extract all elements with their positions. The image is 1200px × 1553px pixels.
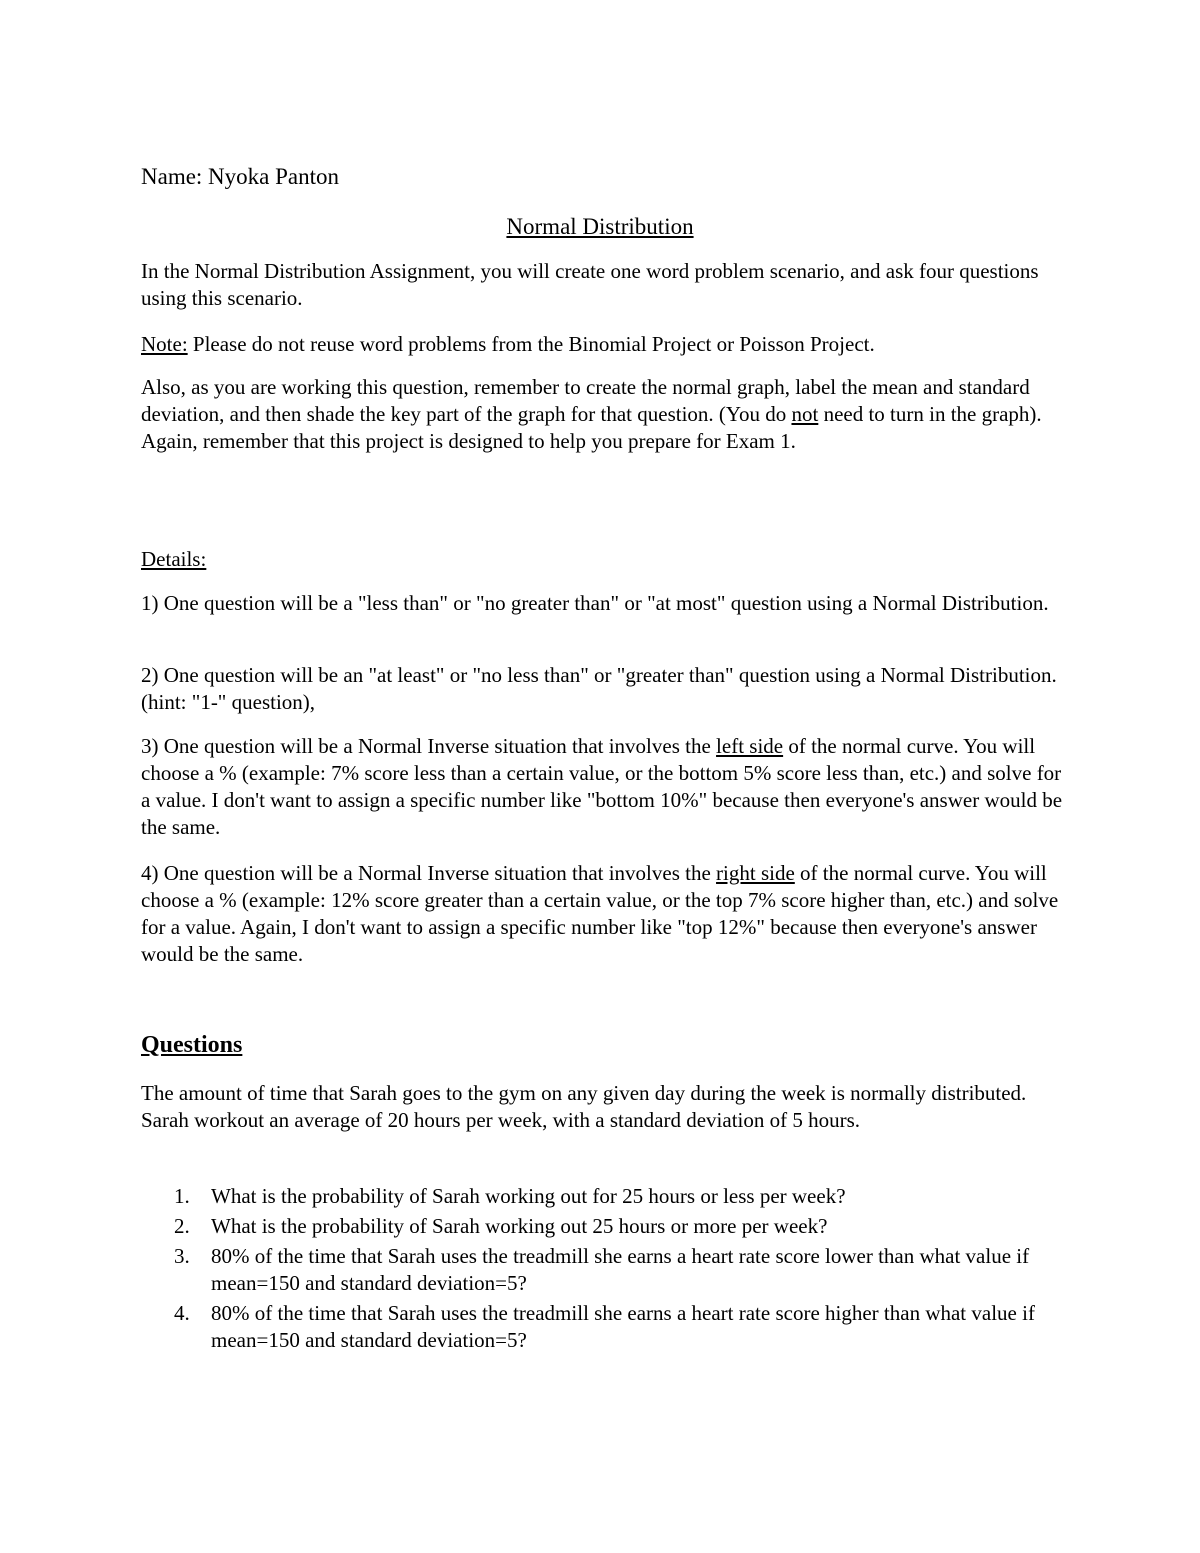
question-item — [141, 1183, 1066, 1210]
details-item-4 — [141, 860, 1066, 968]
scenario-paragraph: The amount of time that Sarah goes to the gym on any given day during the week is normally distributed. Sarah workout an average of 20 hours per week, with a standard deviation of 5 hours. — [141, 1081, 1027, 1132]
questions-heading: Questions — [141, 1032, 243, 1058]
note-label: Note: — [141, 332, 188, 356]
question-text: What is the probability of Sarah working out 25 hours or more per week? — [211, 1214, 828, 1238]
left-side-emphasis: left side — [716, 734, 784, 758]
question-number: 2. — [174, 1214, 190, 1238]
intro-paragraph: In the Normal Distribution Assignment, you will create one word problem scenario, and ask four questions using this scenario. — [141, 259, 1039, 310]
also-not-emphasis: not — [791, 402, 819, 426]
question-number: 4. — [174, 1301, 190, 1325]
details-heading: Details: — [141, 547, 207, 571]
also-text-1: Also, as you are working this question, remember to create the normal graph, label the mean and standard deviation, and then shade the key part of the graph for that question. (You do — [141, 375, 1030, 426]
question-number: 1. — [174, 1184, 190, 1208]
questions-list — [141, 1183, 1066, 1357]
right-side-emphasis: right side — [716, 861, 795, 885]
details-item-3 — [141, 733, 1066, 841]
note-text: Please do not reuse word problems from the Binomial Project or Poisson Project. — [187, 332, 875, 356]
details-item-4-text-1: 4) One question will be a Normal Inverse situation that involves the — [141, 861, 717, 885]
details-item-3-text-2: of the normal curve. You will choose a % (example: 7% score less than a certain value, or the bottom 5% score less than, etc.) and solve for a value. I don't want to assign a specific number like "bottom 10%" because then everyone's answer would be the same. — [141, 734, 1063, 839]
question-text: What is the probability of Sarah working out for 25 hours or less per week? — [211, 1184, 846, 1208]
details-item-1: 1) One question will be a "less than" or "no greater than" or "at most" question using a Normal Distribution. — [141, 591, 1049, 615]
also-text-2: need to turn in the graph). Again, remember that this project is designed to help you prepare for Exam 1. — [141, 402, 1042, 453]
student-name: Name: Nyoka Panton — [141, 164, 340, 189]
details-item-2: 2) One question will be an "at least" or "no less than" or "greater than" question using a Normal Distribution. (hint: "1-" question), — [141, 663, 1057, 714]
details-item-4-text-2: of the normal curve. You will choose a % (example: 12% score greater than a certain value, or the top 7% score higher than, etc.) and solve for a value. Again, I don't want to assign a specific number like "top 12%" because then everyone's answer would be the same. — [141, 861, 1059, 966]
question-item — [141, 1243, 1066, 1297]
question-item — [141, 1300, 1066, 1354]
details-item-3-text-1: 3) One question will be a Normal Inverse situation that involves the — [141, 734, 717, 758]
question-text: 80% of the time that Sarah uses the treadmill she earns a heart rate score lower than what value if mean=150 and standard deviation=5? — [211, 1244, 1030, 1295]
question-item — [141, 1213, 1066, 1240]
question-number: 3. — [174, 1244, 190, 1268]
also-paragraph — [141, 374, 1066, 455]
question-text: 80% of the time that Sarah uses the treadmill she earns a heart rate score higher than what value if mean=150 and standard deviation=5? — [211, 1301, 1035, 1352]
document-title: Normal Distribution — [506, 214, 694, 239]
note-paragraph — [141, 331, 1066, 358]
